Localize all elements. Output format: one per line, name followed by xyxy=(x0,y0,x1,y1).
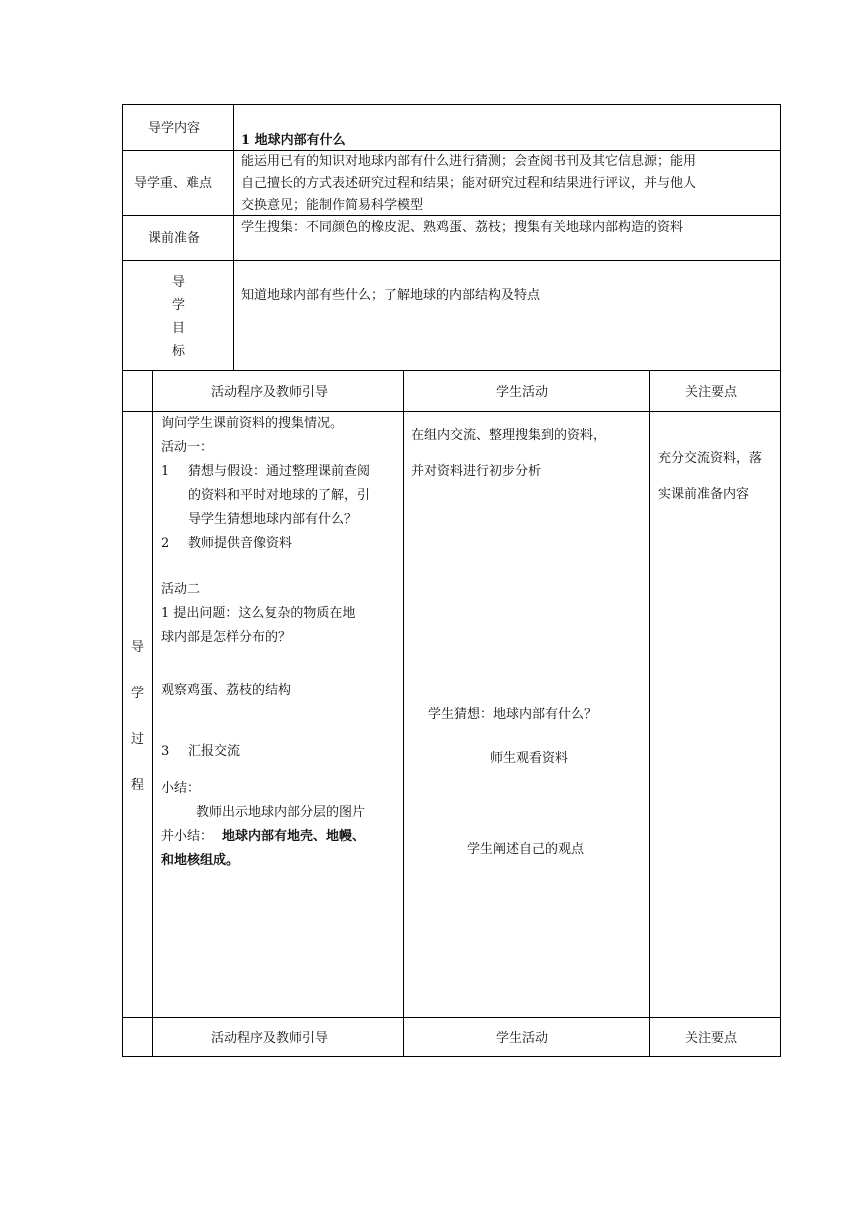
header-teacher-guidance: 活动程序及教师引导 xyxy=(211,385,329,400)
process-label-char: 程 xyxy=(131,778,145,793)
goals-label-char: 目 xyxy=(172,321,186,336)
row-divider xyxy=(122,411,781,412)
footer-header-student-activity: 学生活动 xyxy=(496,1031,549,1046)
table-border-bottom xyxy=(122,1056,781,1057)
student-focus-divider xyxy=(649,370,650,1057)
key-points-line: 能运用已有的知识对地球内部有什么进行猜测；会查阅书刊及其它信息源；能用 xyxy=(241,154,697,169)
row-divider xyxy=(122,370,781,371)
goals-label-char: 导 xyxy=(172,275,186,290)
teacher-summary-bold: 和地核组成。 xyxy=(161,853,240,868)
focus-line: 充分交流资料，落 xyxy=(658,451,763,466)
teacher-line-number: 3 xyxy=(161,744,170,759)
header-student-activity: 学生活动 xyxy=(496,385,549,400)
teacher-line: 活动一： xyxy=(161,440,214,455)
teacher-line: 教师提供音像资料 xyxy=(188,536,293,551)
teacher-student-divider xyxy=(403,370,404,1057)
preparation-text: 学生搜集：不同颜色的橡皮泥、熟鸡蛋、荔枝；搜集有关地球内部构造的资料 xyxy=(241,220,684,235)
teacher-line: 小结： xyxy=(161,781,201,796)
process-label-char: 学 xyxy=(131,686,145,701)
teacher-line: 教师出示地球内部分层的图片 xyxy=(196,805,366,820)
teacher-line: 汇报交流 xyxy=(188,744,241,759)
key-points-label: 导学重、难点 xyxy=(134,176,213,191)
focus-line: 实课前准备内容 xyxy=(658,487,750,502)
row-divider xyxy=(122,150,781,151)
header-focus-points: 关注要点 xyxy=(685,385,738,400)
footer-header-teacher-guidance: 活动程序及教师引导 xyxy=(211,1031,329,1046)
footer-header-focus-points: 关注要点 xyxy=(685,1031,738,1046)
row-divider xyxy=(122,215,781,216)
goals-label-char: 标 xyxy=(172,344,186,359)
row-divider xyxy=(122,1017,781,1018)
table-border-top xyxy=(122,104,781,105)
content-label: 导学内容 xyxy=(148,121,201,136)
table-border-left xyxy=(122,104,123,1057)
student-line: 在组内交流、整理搜集到的资料， xyxy=(411,428,607,443)
teacher-line: 观察鸡蛋、荔枝的结构 xyxy=(161,683,292,698)
teacher-line: 球内部是怎样分布的？ xyxy=(161,630,292,645)
teacher-line: 并小结： xyxy=(161,829,214,844)
lesson-title: 1 地球内部有什么 xyxy=(241,133,346,148)
teacher-line: 的资料和平时对地球的了解，引 xyxy=(188,488,371,503)
teacher-line-number: 2 xyxy=(161,536,170,551)
teacher-line-number: 1 xyxy=(161,464,170,479)
student-line: 师生观看资料 xyxy=(490,751,569,766)
process-label-divider xyxy=(152,370,153,1057)
student-line: 学生阐述自己的观点 xyxy=(467,842,585,857)
process-label-char: 过 xyxy=(131,732,145,747)
process-label-char: 导 xyxy=(131,640,145,655)
label-column-divider xyxy=(233,104,234,370)
teacher-line: 询问学生课前资料的搜集情况。 xyxy=(161,416,344,431)
table-border-right xyxy=(780,104,781,1057)
student-line: 并对资料进行初步分析 xyxy=(411,464,542,479)
goals-text: 知道地球内部有些什么；了解地球的内部结构及特点 xyxy=(241,288,541,303)
teacher-line: 导学生猜想地球内部有什么？ xyxy=(188,512,358,527)
goals-label-char: 学 xyxy=(172,298,186,313)
preparation-label: 课前准备 xyxy=(148,231,201,246)
teacher-line: 活动二 xyxy=(161,582,201,597)
teacher-line: 1 提出问题：这么复杂的物质在地 xyxy=(161,606,356,621)
key-points-line: 交换意见；能制作简易科学模型 xyxy=(241,198,424,213)
row-divider xyxy=(122,260,781,261)
key-points-line: 自己擅长的方式表述研究过程和结果；能对研究过程和结果进行评议，并与他人 xyxy=(241,176,697,191)
student-line: 学生猜想：地球内部有什么？ xyxy=(428,707,598,722)
teacher-summary-bold: 地球内部有地壳、地幔、 xyxy=(222,829,366,844)
teacher-line: 猜想与假设：通过整理课前查阅 xyxy=(188,464,371,479)
